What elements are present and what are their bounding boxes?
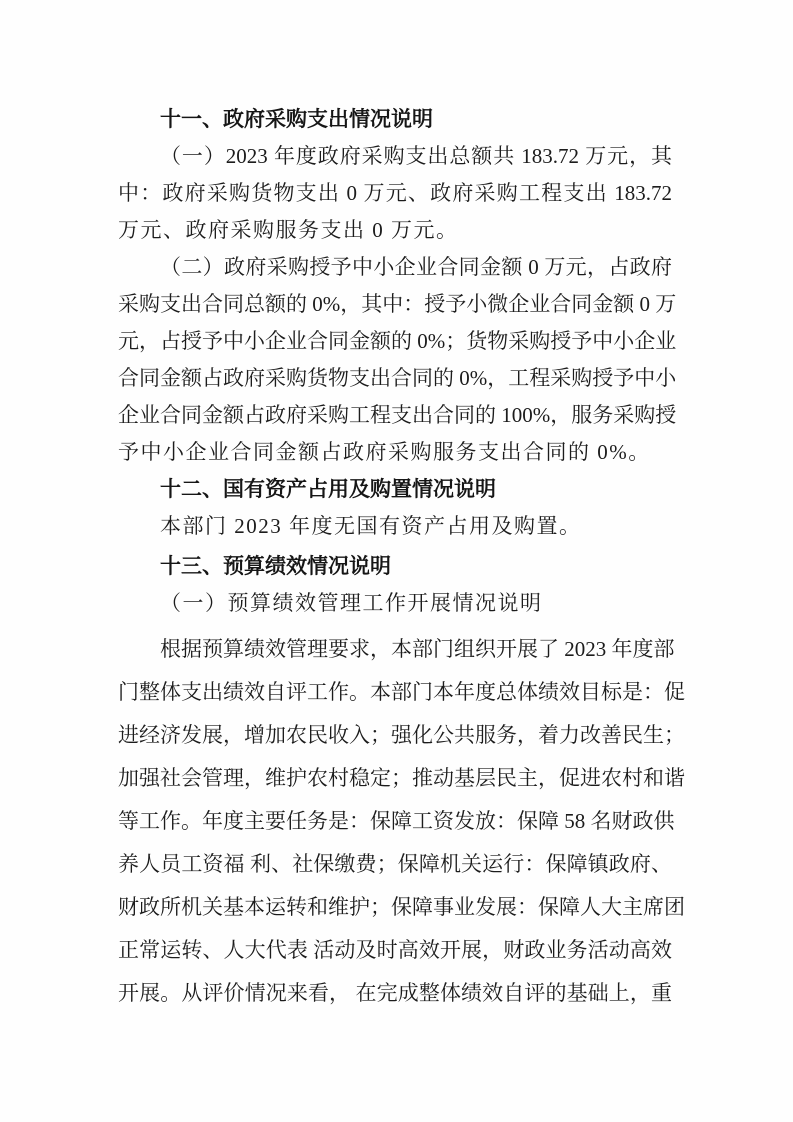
paragraph-line: 开展。从评价情况来看， 在完成整体绩效自评的基础上，重 [118, 981, 672, 1005]
paragraph-line: 中：政府采购货物支出 0 万元、政府采购工程支出 183.72 [118, 181, 672, 205]
subheading-performance [118, 585, 672, 622]
section-heading-11: 十一、政府采购支出情况说明 [160, 108, 433, 131]
paragraph-procurement-total [118, 138, 672, 249]
paragraph-line: 予中小企业合同金额占政府采购服务支出合同的 0%。 [118, 440, 651, 464]
paragraph-line: 财政所机关基本运转和维护；保障事业发展：保障人大主席团 [118, 895, 685, 919]
paragraph-line: 企业合同金额占政府采购工程支出合同的 100%，服务采购授 [118, 403, 677, 427]
paragraph-line: （二）政府采购授予中小企业合同金额 0 万元，占政府 [160, 255, 672, 279]
section-heading-13: 十三、预算绩效情况说明 [160, 555, 391, 578]
section-heading-12: 十二、国有资产占用及购置情况说明 [160, 478, 496, 501]
paragraph-line: 等工作。年度主要任务是：保障工资发放：保障 58 名财政供 [118, 809, 675, 833]
subheading-line: （一）预算绩效管理工作开展情况说明 [160, 591, 543, 615]
paragraph-performance-selfreview [118, 628, 685, 1015]
paragraph-line: 元，占授予中小企业合同金额的 0%；货物采购授予中小企业 [118, 329, 677, 353]
paragraph-procurement-sme [118, 249, 677, 471]
document-text-block [118, 101, 685, 1015]
paragraph-line: 万元、政府采购服务支出 0 万元。 [118, 218, 459, 242]
paragraph-state-assets [118, 508, 672, 545]
paragraph-line: 根据预算绩效管理要求，本部门组织开展了 2023 年度部 [160, 637, 675, 661]
paragraph-line: （一）2023 年度政府采购支出总额共 183.72 万元，其 [160, 144, 672, 168]
paragraph-line: 本部门 2023 年度无国有资产占用及购置。 [160, 514, 582, 538]
paragraph-line: 加强社会管理，维护农村稳定；推动基层民主，促进农村和谐 [118, 766, 685, 790]
paragraph-line: 采购支出合同总额的 0%，其中：授予小微企业合同金额 0 万 [118, 292, 677, 316]
paragraph-line: 合同金额占政府采购货物支出合同的 0%，工程采购授予中小 [118, 366, 677, 390]
paragraph-line: 养人员工资福 利、社保缴费；保障机关运行：保障镇政府、 [118, 852, 672, 876]
paragraph-line: 正常运转、人大代表 活动及时高效开展，财政业务活动高效 [118, 938, 672, 962]
paragraph-line: 门整体支出绩效自评工作。本部门本年度总体绩效目标是：促 [118, 680, 685, 704]
paragraph-line: 进经济发展，增加农民收入；强化公共服务，着力改善民生； [118, 723, 685, 747]
